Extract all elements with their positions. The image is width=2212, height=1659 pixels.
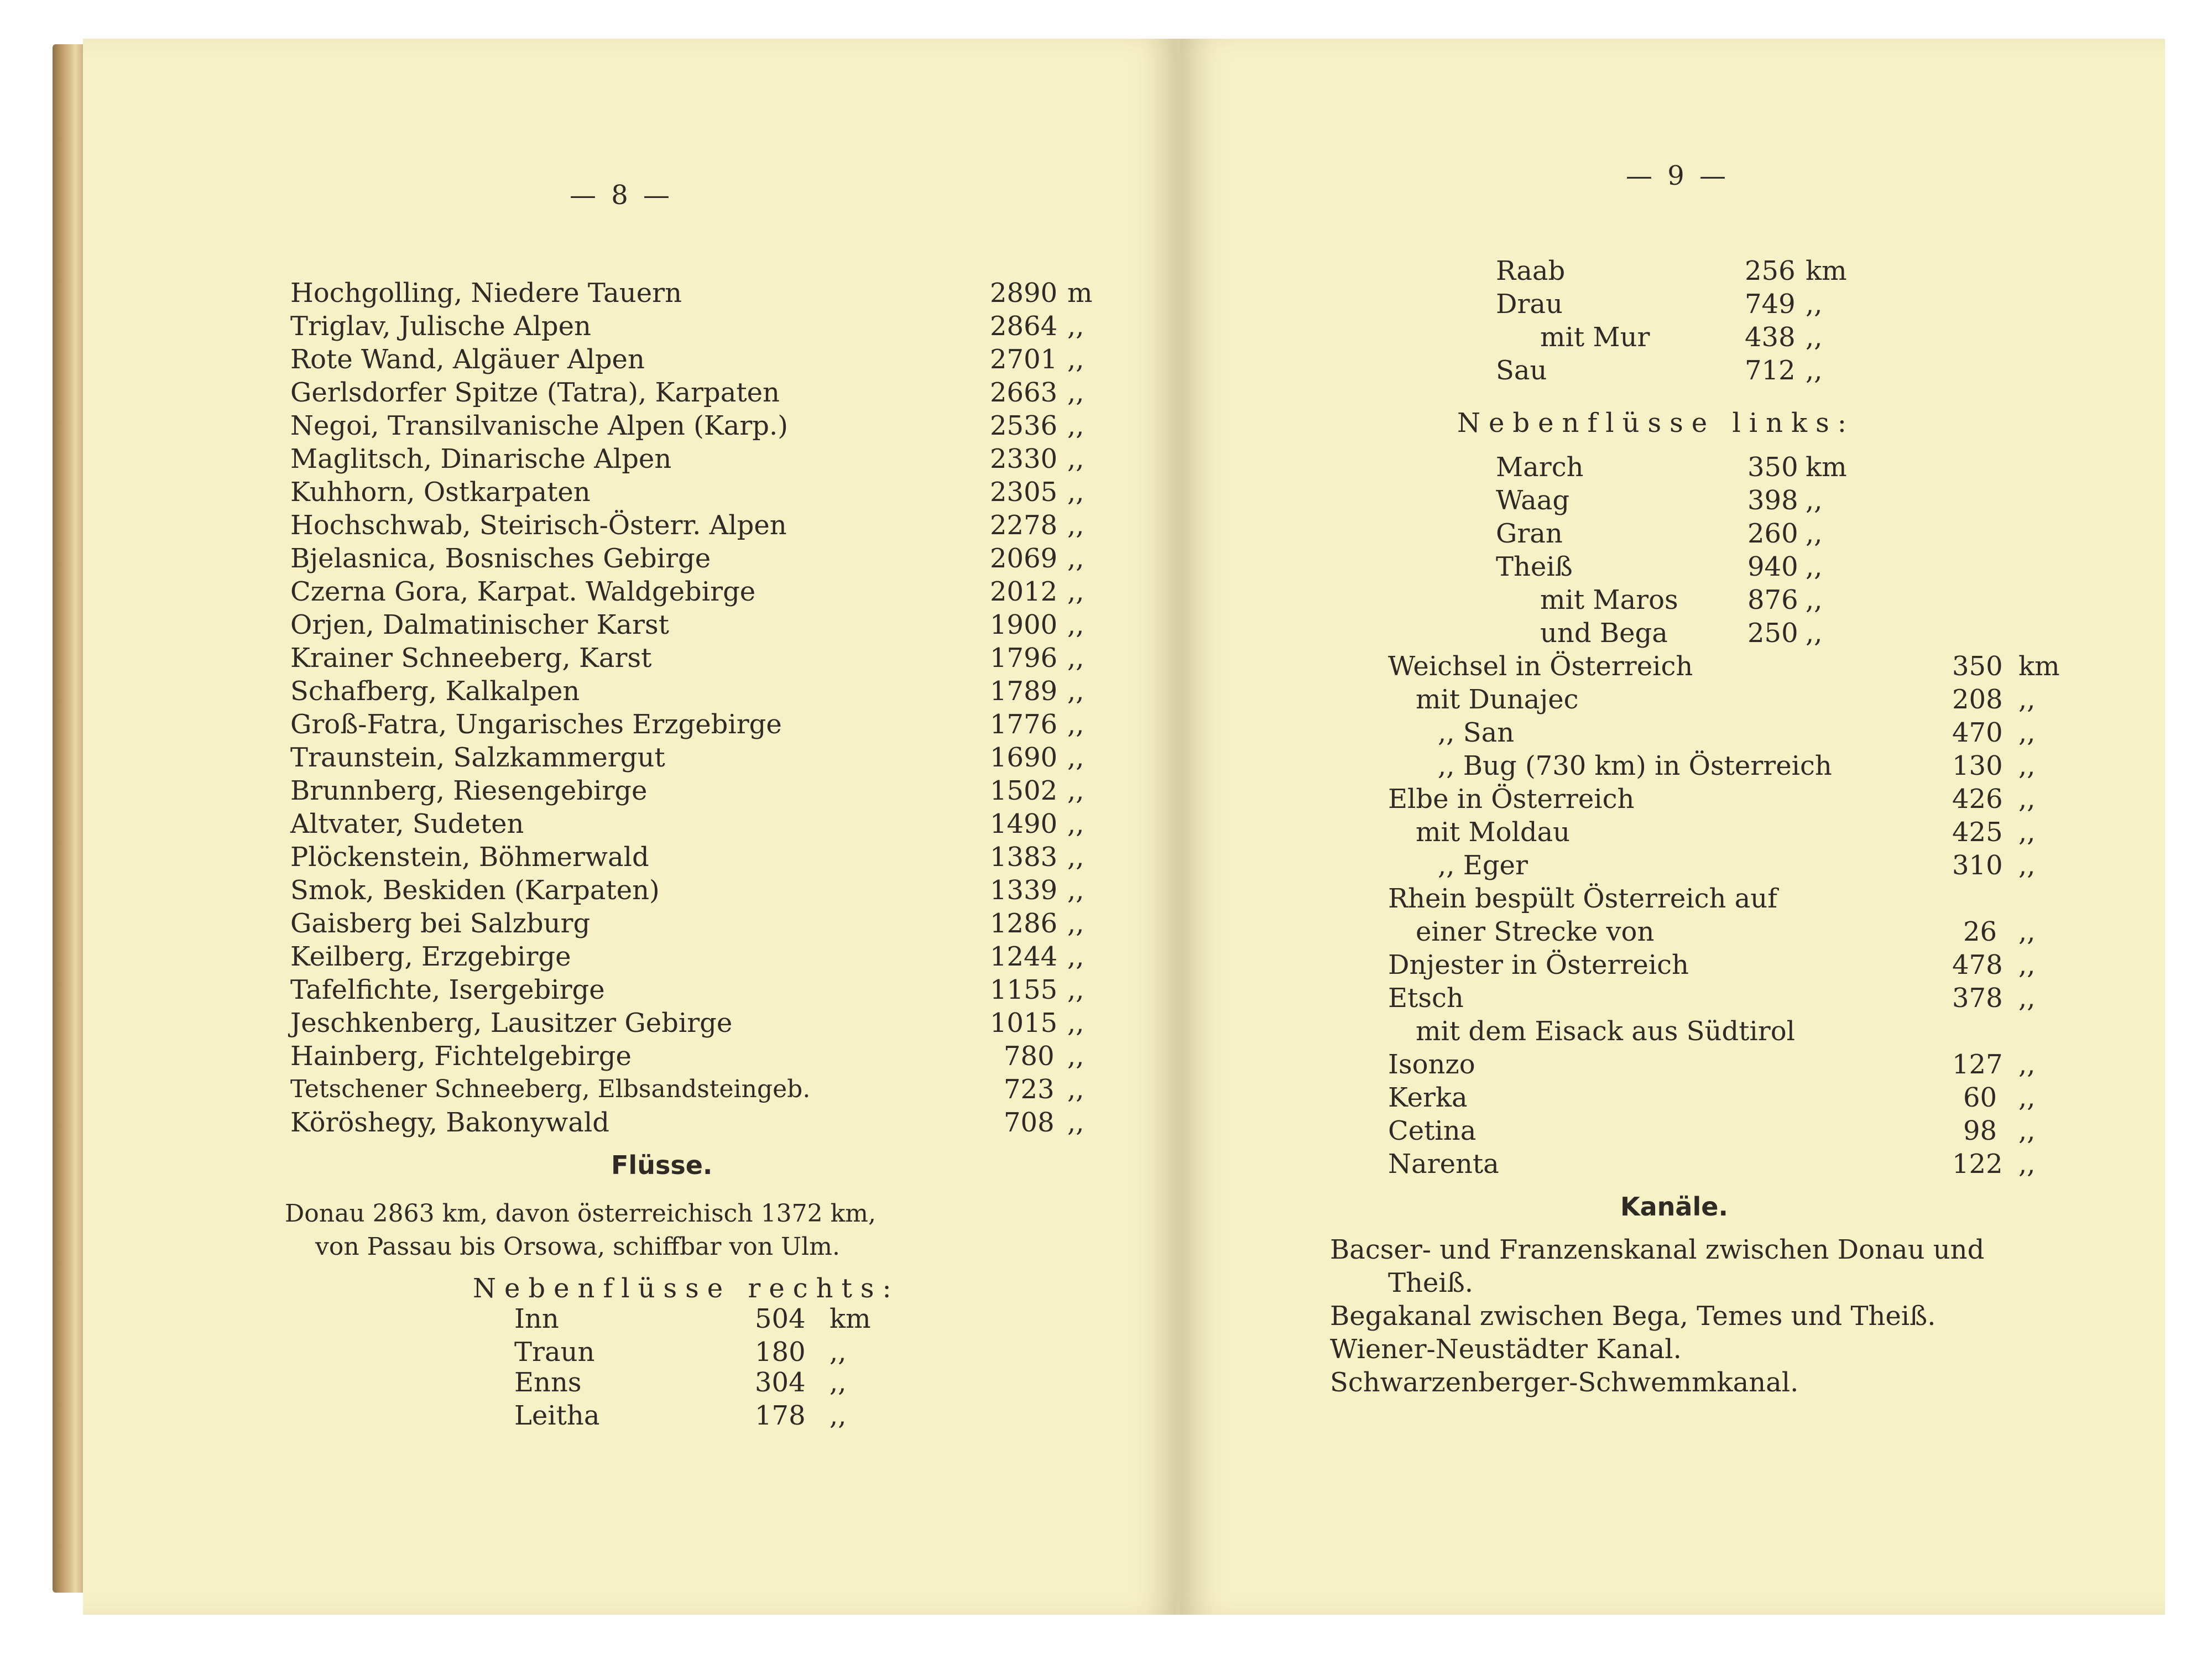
unit: ,, [1067, 543, 1084, 574]
list-item [1388, 849, 2079, 882]
river-name: Rhein bespült Österreich auf [1388, 883, 1777, 914]
length-value: 749 [1745, 289, 1796, 320]
list-item [1388, 1048, 2079, 1081]
list-item [1388, 683, 2079, 716]
list-item [290, 343, 1120, 376]
height-value: 2536 [990, 410, 1058, 441]
unit: ,, [830, 1400, 847, 1431]
river-name: Drau [1496, 289, 1563, 320]
height-value: 780 [1004, 1041, 1055, 1072]
unit: ,, [2018, 750, 2036, 781]
height-value: 1796 [990, 643, 1058, 674]
height-value: 2663 [990, 377, 1058, 408]
river-name: ,, San [1438, 717, 1515, 748]
list-item [290, 741, 1120, 774]
list-item [514, 1302, 901, 1335]
length-value: 426 [1952, 784, 2003, 815]
unit: ,, [1067, 477, 1084, 508]
list-item [1496, 583, 1883, 617]
length-value: 712 [1745, 355, 1796, 386]
height-value: 2890 [990, 278, 1058, 309]
length-value: 478 [1952, 950, 2003, 980]
unit: ,, [2018, 916, 2036, 947]
length-value: 26 [1963, 916, 1997, 947]
section-heading-kanaele: Kanäle. [1620, 1192, 1728, 1222]
height-value: 723 [1004, 1074, 1055, 1105]
mountain-name: Kuhhorn, Ostkarpaten [290, 477, 591, 508]
list-item [1496, 254, 1883, 288]
list-item [290, 409, 1120, 442]
height-value: 1776 [990, 709, 1058, 740]
list-item [290, 509, 1120, 542]
unit: ,, [1067, 1008, 1084, 1039]
unit: ,, [1067, 510, 1084, 541]
river-name: Elbe in Österreich [1388, 784, 1635, 815]
river-name: einer Strecke von [1416, 916, 1655, 947]
unit: ,, [1806, 355, 1823, 386]
river-name: mit Mur [1540, 322, 1650, 353]
river-name: mit dem Eisack aus Südtirol [1416, 1016, 1795, 1047]
unit: km [830, 1303, 871, 1334]
unit: ,, [1067, 1041, 1084, 1072]
unit: ,, [2018, 784, 2036, 815]
height-value: 2305 [990, 477, 1058, 508]
list-item [514, 1366, 901, 1399]
length-value: 876 [1747, 585, 1798, 615]
unit: ,, [1067, 344, 1084, 375]
open-book [53, 39, 2165, 1615]
list-item [290, 1006, 1120, 1040]
list-item [1496, 321, 1883, 354]
mountain-name: Triglav, Julische Alpen [290, 311, 591, 342]
height-value: 2864 [990, 311, 1058, 342]
mountain-name: Tetschener Schneeberg, Elbsandsteingeb. [290, 1075, 811, 1103]
unit: ,, [1067, 377, 1084, 408]
unit: ,, [1067, 709, 1084, 740]
mountain-name: Tafelfichte, Isergebirge [290, 974, 605, 1005]
river-name: Sau [1496, 355, 1547, 386]
list-item [290, 807, 1120, 841]
mountain-name: Bjelasnica, Bosnisches Gebirge [290, 543, 711, 574]
river-name: mit Maros [1540, 585, 1678, 615]
list-item [290, 1040, 1120, 1073]
river-name: Etsch [1388, 983, 1464, 1014]
length-value: 398 [1747, 485, 1798, 516]
height-value: 708 [1004, 1107, 1055, 1138]
height-value: 1900 [990, 609, 1058, 640]
length-value: 304 [755, 1367, 806, 1398]
mountain-name: Plöckenstein, Böhmerwald [290, 842, 649, 873]
height-value: 2069 [990, 543, 1058, 574]
mountain-name: Traunstein, Salzkammergut [290, 742, 665, 773]
section-heading-fluesse: Flüsse. [611, 1150, 713, 1180]
list-item [290, 675, 1120, 708]
river-name: Traun [514, 1337, 595, 1368]
unit: ,, [1067, 609, 1084, 640]
canal-line: Schwarzenberger-Schwemmkanal. [1330, 1367, 1799, 1398]
canal-line: Bacser- und Franzenskanal zwischen Donau und [1330, 1234, 1985, 1265]
unit: ,, [2018, 817, 2036, 848]
donau-text-line-2: von Passau bis Orsowa, schiffbar von Ulm. [315, 1233, 840, 1261]
unit: ,, [1067, 842, 1084, 873]
river-name: Cetina [1388, 1115, 1477, 1146]
list-item [1388, 948, 2079, 982]
height-value: 1339 [990, 875, 1058, 906]
list-item [1388, 1015, 2079, 1048]
river-name: Gran [1496, 518, 1563, 549]
unit: ,, [1067, 808, 1084, 839]
river-name: March [1496, 452, 1584, 483]
river-name: Isonzo [1388, 1049, 1475, 1080]
length-value: 350 [1952, 651, 2003, 682]
list-item [290, 874, 1120, 907]
length-value: 180 [755, 1337, 806, 1368]
list-item [1496, 550, 1883, 583]
river-name: Waag [1496, 485, 1570, 516]
list-item [1388, 816, 2079, 849]
unit: ,, [1067, 775, 1084, 806]
unit: ,, [1067, 742, 1084, 773]
list-item [290, 774, 1120, 807]
list-item [290, 310, 1120, 343]
height-value: 1690 [990, 742, 1058, 773]
length-value: 127 [1952, 1049, 2003, 1080]
mountain-name: Jeschkenberg, Lausitzer Gebirge [290, 1008, 733, 1039]
unit: ,, [1806, 585, 1823, 615]
list-item [1496, 451, 1883, 484]
list-item [1388, 1081, 2079, 1114]
unit: km [1806, 255, 1847, 286]
unit: ,, [1806, 518, 1823, 549]
unit: ,, [1806, 289, 1823, 320]
river-name: Weichsel in Österreich [1388, 651, 1693, 682]
unit: ,, [2018, 1149, 2036, 1180]
mountain-name: Hochschwab, Steirisch-Österr. Alpen [290, 510, 787, 541]
unit: m [1067, 278, 1093, 309]
length-value: 178 [755, 1400, 806, 1431]
height-value: 1383 [990, 842, 1058, 873]
length-value: 130 [1952, 750, 2003, 781]
list-item [514, 1399, 901, 1432]
list-item [290, 476, 1120, 509]
unit: ,, [1067, 444, 1084, 474]
list-item [1496, 288, 1883, 321]
mountain-name: Hainberg, Fichtelgebirge [290, 1041, 632, 1072]
unit: ,, [1067, 875, 1084, 906]
list-item [290, 276, 1120, 310]
unit: ,, [1067, 1107, 1084, 1138]
length-value: 940 [1747, 551, 1798, 582]
list-item [290, 542, 1120, 575]
height-value: 1244 [990, 941, 1058, 972]
unit: ,, [2018, 717, 2036, 748]
length-value: 504 [755, 1303, 806, 1334]
river-name: Enns [514, 1367, 582, 1398]
unit: ,, [1806, 322, 1823, 353]
height-value: 2278 [990, 510, 1058, 541]
list-item [290, 708, 1120, 741]
river-name: Leitha [514, 1400, 600, 1431]
length-value: 350 [1747, 452, 1798, 483]
river-name: Raab [1496, 255, 1566, 286]
list-item [290, 940, 1120, 973]
mountain-name: Gerlsdorfer Spitze (Tatra), Karpaten [290, 377, 780, 408]
list-item [1388, 1147, 2079, 1181]
mountain-name: Smok, Beskiden (Karpaten) [290, 875, 660, 906]
river-name: Inn [514, 1303, 559, 1334]
mountain-name: Brunnberg, Riesengebirge [290, 775, 648, 806]
height-value: 2012 [990, 576, 1058, 607]
unit: ,, [2018, 850, 2036, 881]
list-item [1388, 915, 2079, 948]
unit: ,, [1067, 908, 1084, 939]
height-value: 2330 [990, 444, 1058, 474]
height-value: 1015 [990, 1008, 1058, 1039]
list-item [1496, 484, 1883, 517]
unit: km [1806, 452, 1847, 483]
unit: ,, [1806, 551, 1823, 582]
left-page [83, 39, 1178, 1615]
unit: ,, [830, 1337, 847, 1368]
height-value: 1490 [990, 808, 1058, 839]
unit: ,, [2018, 983, 2036, 1014]
subheading-nebenfluesse-links: Nebenflüsse links: [1457, 408, 1855, 439]
unit: ,, [1067, 974, 1084, 1005]
length-value: 98 [1963, 1115, 1997, 1146]
list-item [1388, 782, 2079, 816]
river-name: mit Moldau [1416, 817, 1571, 848]
length-value: 470 [1952, 717, 2003, 748]
unit: ,, [1067, 643, 1084, 674]
length-value: 378 [1952, 983, 2003, 1014]
list-item [290, 1073, 1120, 1106]
subheading-nebenfluesse-rechts: Nebenflüsse rechts: [473, 1273, 900, 1304]
mountain-name: Altvater, Sudeten [290, 808, 524, 839]
list-item [290, 973, 1120, 1006]
river-name: Theiß [1496, 551, 1573, 582]
mountain-name: Orjen, Dalmatinischer Karst [290, 609, 669, 640]
river-name: und Bega [1540, 618, 1668, 649]
mountain-name: Rote Wand, Algäuer Alpen [290, 344, 645, 375]
river-name: ,, Eger [1438, 850, 1528, 881]
canal-line: Begakanal zwischen Bega, Temes und Theiß. [1330, 1301, 1936, 1332]
unit: ,, [1806, 485, 1823, 516]
unit: ,, [1067, 941, 1084, 972]
mountain-name: Hochgolling, Niedere Tauern [290, 278, 682, 309]
page-number: — 8 — [570, 180, 674, 211]
list-item [1388, 650, 2079, 683]
list-item [290, 641, 1120, 675]
list-item [290, 376, 1120, 409]
mountain-name: Schafberg, Kalkalpen [290, 676, 580, 707]
river-name: mit Dunajec [1416, 684, 1579, 715]
list-item [290, 841, 1120, 874]
mountain-name: Negoi, Transilvanische Alpen (Karp.) [290, 410, 788, 441]
unit: ,, [1067, 410, 1084, 441]
mountain-name: Czerna Gora, Karpat. Waldgebirge [290, 576, 756, 607]
canal-line: Theiß. [1388, 1267, 1474, 1298]
unit: ,, [1806, 618, 1823, 649]
mountain-name: Groß-Fatra, Ungarisches Erzgebirge [290, 709, 782, 740]
height-value: 2701 [990, 344, 1058, 375]
length-value: 60 [1963, 1082, 1997, 1113]
length-value: 250 [1747, 618, 1798, 649]
unit: ,, [2018, 1082, 2036, 1113]
river-name: ,, Bug (730 km) in Österreich [1438, 750, 1832, 781]
length-value: 310 [1952, 850, 2003, 881]
canal-line: Wiener-Neustädter Kanal. [1330, 1334, 1682, 1365]
length-value: 256 [1745, 255, 1796, 286]
list-item [290, 608, 1120, 641]
list-item [1496, 354, 1883, 387]
river-name: Kerka [1388, 1082, 1468, 1113]
list-item [290, 907, 1120, 940]
height-value: 1155 [990, 974, 1058, 1005]
page-number: — 9 — [1626, 160, 1730, 191]
height-value: 1789 [990, 676, 1058, 707]
mountain-name: Keilberg, Erzgebirge [290, 941, 571, 972]
unit: ,, [2018, 1115, 2036, 1146]
list-item [290, 575, 1120, 608]
mountain-name: Köröshegy, Bakonywald [290, 1107, 609, 1138]
list-item [1496, 617, 1883, 650]
height-value: 1502 [990, 775, 1058, 806]
mountain-name: Maglitsch, Dinarische Alpen [290, 444, 672, 474]
river-name: Dnjester in Österreich [1388, 950, 1689, 980]
unit: ,, [2018, 684, 2036, 715]
height-value: 1286 [990, 908, 1058, 939]
unit: ,, [830, 1367, 847, 1398]
length-value: 208 [1952, 684, 2003, 715]
river-name: Narenta [1388, 1149, 1499, 1180]
unit: ,, [1067, 576, 1084, 607]
list-item [1496, 517, 1883, 550]
length-value: 260 [1747, 518, 1798, 549]
unit: ,, [2018, 950, 2036, 980]
length-value: 425 [1952, 817, 2003, 848]
list-item [1388, 882, 2079, 915]
mountain-name: Krainer Schneeberg, Karst [290, 643, 652, 674]
list-item [514, 1335, 901, 1369]
list-item [290, 442, 1120, 476]
right-page [1181, 39, 2165, 1615]
donau-text-line-1: Donau 2863 km, davon österreichisch 1372 km, [285, 1199, 876, 1228]
unit: ,, [1067, 311, 1084, 342]
unit: ,, [2018, 1049, 2036, 1080]
list-item [1388, 749, 2079, 782]
list-item [290, 1106, 1120, 1139]
length-value: 438 [1745, 322, 1796, 353]
list-item [1388, 982, 2079, 1015]
list-item [1388, 716, 2079, 749]
length-value: 122 [1952, 1149, 2003, 1180]
unit: km [2018, 651, 2060, 682]
unit: ,, [1067, 676, 1084, 707]
list-item [1388, 1114, 2079, 1147]
mountain-name: Gaisberg bei Salzburg [290, 908, 591, 939]
unit: ,, [1067, 1074, 1084, 1105]
